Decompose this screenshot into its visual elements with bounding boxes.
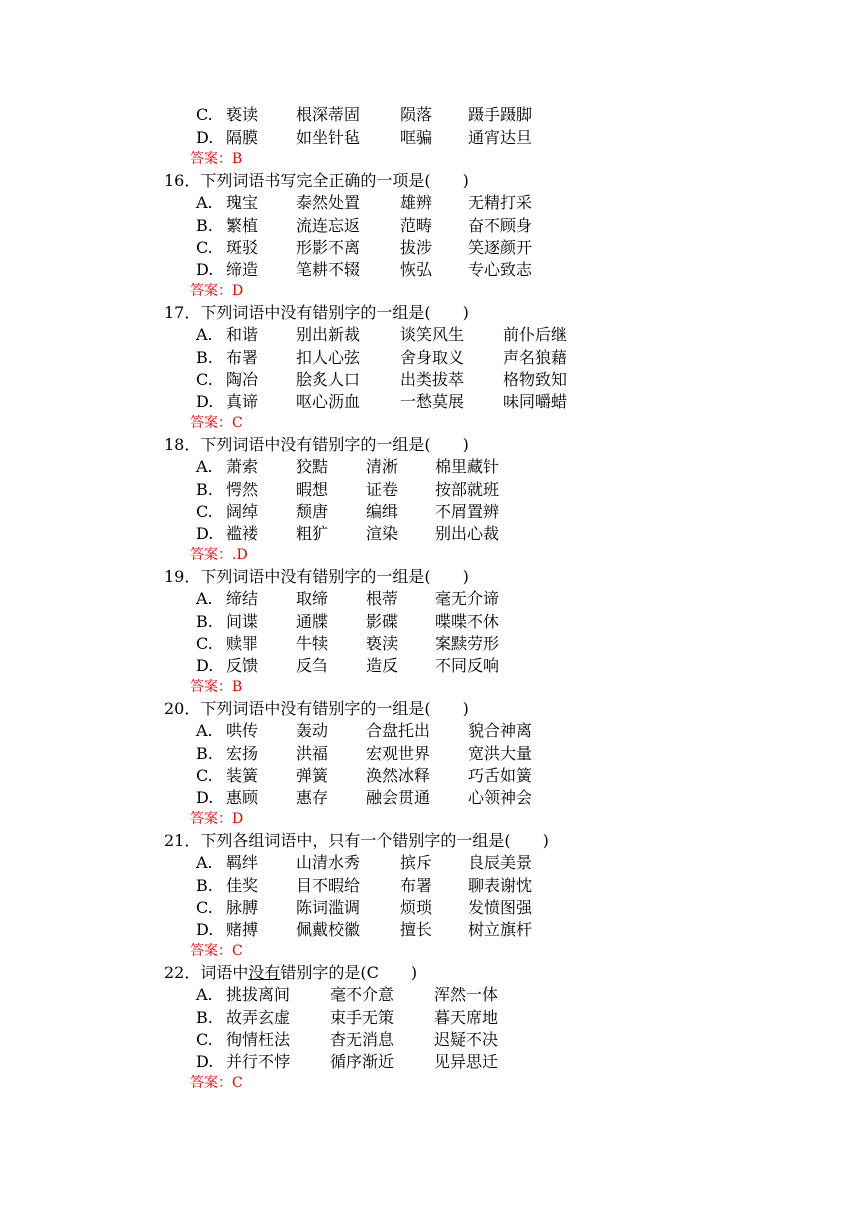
option-word: 别出新裁: [296, 325, 361, 344]
option-word: 哄传: [226, 721, 259, 740]
option-row: [196, 787, 756, 809]
option-word: 赎罪: [226, 634, 259, 653]
answer-21: 答案：C: [190, 943, 243, 959]
option-word: 声名狼藉: [503, 348, 568, 367]
option-row: [196, 192, 756, 214]
question-text: 错别字的是(C ): [280, 963, 418, 982]
option-word: 味同嚼蜡: [503, 392, 568, 411]
answer-19: 答案：B: [190, 679, 243, 695]
option-letter: A.: [196, 721, 213, 740]
option-word: 繁植: [226, 216, 259, 235]
option-word: 杳无消息: [330, 1030, 395, 1049]
option-word: 脉膊: [226, 898, 259, 917]
option-letter: A.: [196, 193, 213, 212]
option-word: 粗犷: [296, 524, 329, 543]
option-row: [196, 237, 756, 259]
option-letter: B.: [196, 612, 213, 631]
option-letter: A.: [196, 985, 213, 1004]
option-word: 融会贯通: [366, 788, 431, 807]
option-word: 渲染: [366, 524, 399, 543]
option-letter: D.: [196, 788, 214, 807]
option-word: 惠顾: [226, 788, 259, 807]
option-word: 棉里藏针: [435, 457, 500, 476]
option-word: 泰然处置: [296, 193, 361, 212]
option-row: [196, 369, 756, 391]
option-word: 喋喋不休: [435, 612, 500, 631]
option-letter: B.: [196, 480, 213, 499]
option-word: 见异思迁: [434, 1052, 499, 1071]
option-word: 浑然一体: [434, 985, 499, 1004]
option-word: 蹑手蹑脚: [468, 105, 533, 124]
option-word: 别出心裁: [435, 524, 500, 543]
option-word: 格物致知: [503, 370, 568, 389]
option-word: 发愤图强: [468, 898, 533, 917]
option-word: 形影不离: [296, 238, 361, 257]
option-row: [196, 897, 756, 919]
option-letter: D.: [196, 260, 214, 279]
option-word: 束手无策: [330, 1008, 395, 1027]
option-word: 愕然: [226, 480, 259, 499]
option-row: [196, 588, 756, 610]
option-row: [196, 633, 756, 655]
option-row: [196, 523, 756, 545]
option-letter: C.: [196, 105, 213, 124]
option-word: 清淅: [366, 457, 399, 476]
question-17: 17．下列词语中没有错别字的一组是( ): [164, 303, 469, 322]
option-word: 哐骗: [400, 128, 433, 147]
option-word: 烦琐: [400, 898, 433, 917]
option-row: [196, 259, 756, 281]
option-row: [196, 743, 756, 765]
question-22: [164, 962, 417, 984]
option-word: 扣人心弦: [296, 348, 361, 367]
option-word: 惠存: [296, 788, 329, 807]
option-word: 弹簧: [296, 766, 329, 785]
question-19: 19．下列词语中没有错别字的一组是( ): [164, 567, 469, 586]
option-word: 笔耕不辍: [296, 260, 361, 279]
option-word: 不屑置辨: [435, 502, 500, 521]
option-word: 毫无介谛: [435, 589, 500, 608]
option-row: [196, 456, 756, 478]
option-word: 反馈: [226, 656, 259, 675]
option-row: [196, 501, 756, 523]
option-word: 笑逐颜开: [468, 238, 533, 257]
option-word: 褴褛: [226, 524, 259, 543]
option-word: 缔结: [226, 589, 259, 608]
option-word: 暇想: [296, 480, 329, 499]
option-letter: C.: [196, 766, 213, 785]
option-row: [196, 1029, 756, 1051]
option-word: 挑拔离间: [226, 985, 291, 1004]
option-word: 如坐针毡: [296, 128, 361, 147]
option-letter: C.: [196, 898, 213, 917]
option-row: [196, 852, 756, 874]
option-word: 间谍: [226, 612, 259, 631]
option-word: 陨落: [400, 105, 433, 124]
option-letter: C.: [196, 238, 213, 257]
option-word: 陈词滥调: [296, 898, 361, 917]
option-word: 狡黠: [296, 457, 329, 476]
option-letter: C.: [196, 370, 213, 389]
answer-20: 答案：D: [190, 811, 244, 827]
option-word: 轰动: [296, 721, 329, 740]
question-21: 21．下列各组词语中，只有一个错别字的一组是( ): [164, 831, 549, 850]
option-word: 不同反响: [435, 656, 500, 675]
answer-22: 答案：C: [190, 1075, 243, 1091]
option-word: 舍身取义: [400, 348, 465, 367]
option-word: 牛犊: [296, 634, 329, 653]
option-word: 通牒: [296, 612, 329, 631]
option-letter: A.: [196, 325, 213, 344]
option-row: [196, 984, 756, 1006]
option-word: 毫不介意: [330, 985, 395, 1004]
option-word: 拔涉: [400, 238, 433, 257]
option-letter: D.: [196, 128, 214, 147]
option-word: 亵渎: [366, 634, 399, 653]
option-row: [196, 611, 756, 633]
option-word: 阔绰: [226, 502, 259, 521]
option-word: 宏扬: [226, 744, 259, 763]
option-row: [196, 391, 756, 413]
option-letter: B.: [196, 348, 213, 367]
option-word: 根蒂: [366, 589, 399, 608]
option-word: 并行不悖: [226, 1052, 291, 1071]
option-word: 按部就班: [435, 480, 500, 499]
option-word: 佩戴校徽: [296, 920, 361, 939]
option-word: 反刍: [296, 656, 329, 675]
option-row: [196, 1007, 756, 1029]
option-word: 貌合神离: [468, 721, 533, 740]
option-word: 谈笑风生: [400, 325, 465, 344]
option-letter: B.: [196, 876, 213, 895]
option-word: 洪福: [296, 744, 329, 763]
option-row: [196, 1051, 756, 1073]
option-word: 擅长: [400, 920, 433, 939]
answer-18: 答案：.D: [190, 547, 248, 563]
option-word: 根深蒂固: [296, 105, 361, 124]
option-letter: A.: [196, 853, 213, 872]
option-letter: D.: [196, 524, 214, 543]
option-word: 奋不顾身: [468, 216, 533, 235]
option-row: [196, 655, 756, 677]
option-word: 心领神会: [468, 788, 533, 807]
option-word: 范畴: [400, 216, 433, 235]
option-word: 呕心沥血: [296, 392, 361, 411]
option-letter: C.: [196, 634, 213, 653]
option-word: 一愁莫展: [400, 392, 465, 411]
option-word: 斑驳: [226, 238, 259, 257]
option-row: [196, 347, 756, 369]
option-word: 合盘托出: [366, 721, 431, 740]
option-letter: A.: [196, 457, 213, 476]
question-text: 22．词语中: [164, 963, 249, 982]
option-word: 雄辨: [400, 193, 433, 212]
option-letter: C.: [196, 1030, 213, 1049]
option-word: 无精打采: [468, 193, 533, 212]
option-word: 良辰美景: [468, 853, 533, 872]
option-word: 亵读: [226, 105, 259, 124]
option-word: 案黩劳形: [435, 634, 500, 653]
option-word: 迟疑不决: [434, 1030, 499, 1049]
option-letter: D.: [196, 656, 214, 675]
option-word: 巧舌如簧: [468, 766, 533, 785]
option-word: 布署: [400, 876, 433, 895]
option-letter: C.: [196, 502, 213, 521]
option-word: 涣然冰释: [366, 766, 431, 785]
option-row: [196, 127, 756, 149]
option-word: 瑰宝: [226, 193, 259, 212]
answer-17: 答案：C: [190, 415, 243, 431]
option-letter: D.: [196, 920, 214, 939]
option-word: 真谛: [226, 392, 259, 411]
option-word: 故弄玄虚: [226, 1008, 291, 1027]
option-row: [196, 765, 756, 787]
option-word: 影碟: [366, 612, 399, 631]
option-word: 佳奖: [226, 876, 259, 895]
option-row: [196, 215, 756, 237]
option-word: 脍炙人口: [296, 370, 361, 389]
option-word: 循序渐近: [330, 1052, 395, 1071]
option-word: 编缉: [366, 502, 399, 521]
option-letter: B.: [196, 1008, 213, 1027]
option-row: [196, 919, 756, 941]
option-word: 山清水秀: [296, 853, 361, 872]
question-16: 16．下列词语书写完全正确的一项是( ): [164, 171, 469, 190]
option-letter: B.: [196, 216, 213, 235]
option-word: 证卷: [366, 480, 399, 499]
option-row: [196, 875, 756, 897]
option-letter: D.: [196, 1052, 214, 1071]
answer-prev: 答案：B: [190, 151, 243, 167]
option-word: 造反: [366, 656, 399, 675]
option-word: 摈斥: [400, 853, 433, 872]
option-word: 流连忘返: [296, 216, 361, 235]
option-letter: A.: [196, 589, 213, 608]
option-word: 取缔: [296, 589, 329, 608]
option-row: [196, 720, 756, 742]
option-word: 恢弘: [400, 260, 433, 279]
option-word: 赌搏: [226, 920, 259, 939]
option-letter: D.: [196, 392, 214, 411]
answer-16: 答案：D: [190, 283, 244, 299]
option-word: 和谐: [226, 325, 259, 344]
option-row: [196, 324, 756, 346]
option-word: 装簧: [226, 766, 259, 785]
option-word: 布署: [226, 348, 259, 367]
option-word: 前仆后继: [503, 325, 568, 344]
option-word: 徇情枉法: [226, 1030, 291, 1049]
option-word: 通宵达旦: [468, 128, 533, 147]
option-word: 羁绊: [226, 853, 259, 872]
question-underlined-text: 没有: [248, 963, 281, 982]
option-word: 目不暇给: [296, 876, 361, 895]
option-word: 宽洪大量: [468, 744, 533, 763]
option-word: 聊表谢忱: [468, 876, 533, 895]
option-row: [196, 104, 756, 126]
option-word: 陶冶: [226, 370, 259, 389]
option-word: 专心致志: [468, 260, 533, 279]
option-letter: B.: [196, 744, 213, 763]
option-word: 颓唐: [296, 502, 329, 521]
option-word: 宏观世界: [366, 744, 431, 763]
question-20: 20．下列词语中没有错别字的一组是( ): [164, 699, 469, 718]
option-word: 出类拔萃: [400, 370, 465, 389]
option-word: 萧索: [226, 457, 259, 476]
option-word: 缔造: [226, 260, 259, 279]
option-word: 树立旗杆: [468, 920, 533, 939]
question-18: 18．下列词语中没有错别字的一组是( ): [164, 435, 469, 454]
option-word: 暮天席地: [434, 1008, 499, 1027]
option-row: [196, 479, 756, 501]
option-word: 隔膜: [226, 128, 259, 147]
